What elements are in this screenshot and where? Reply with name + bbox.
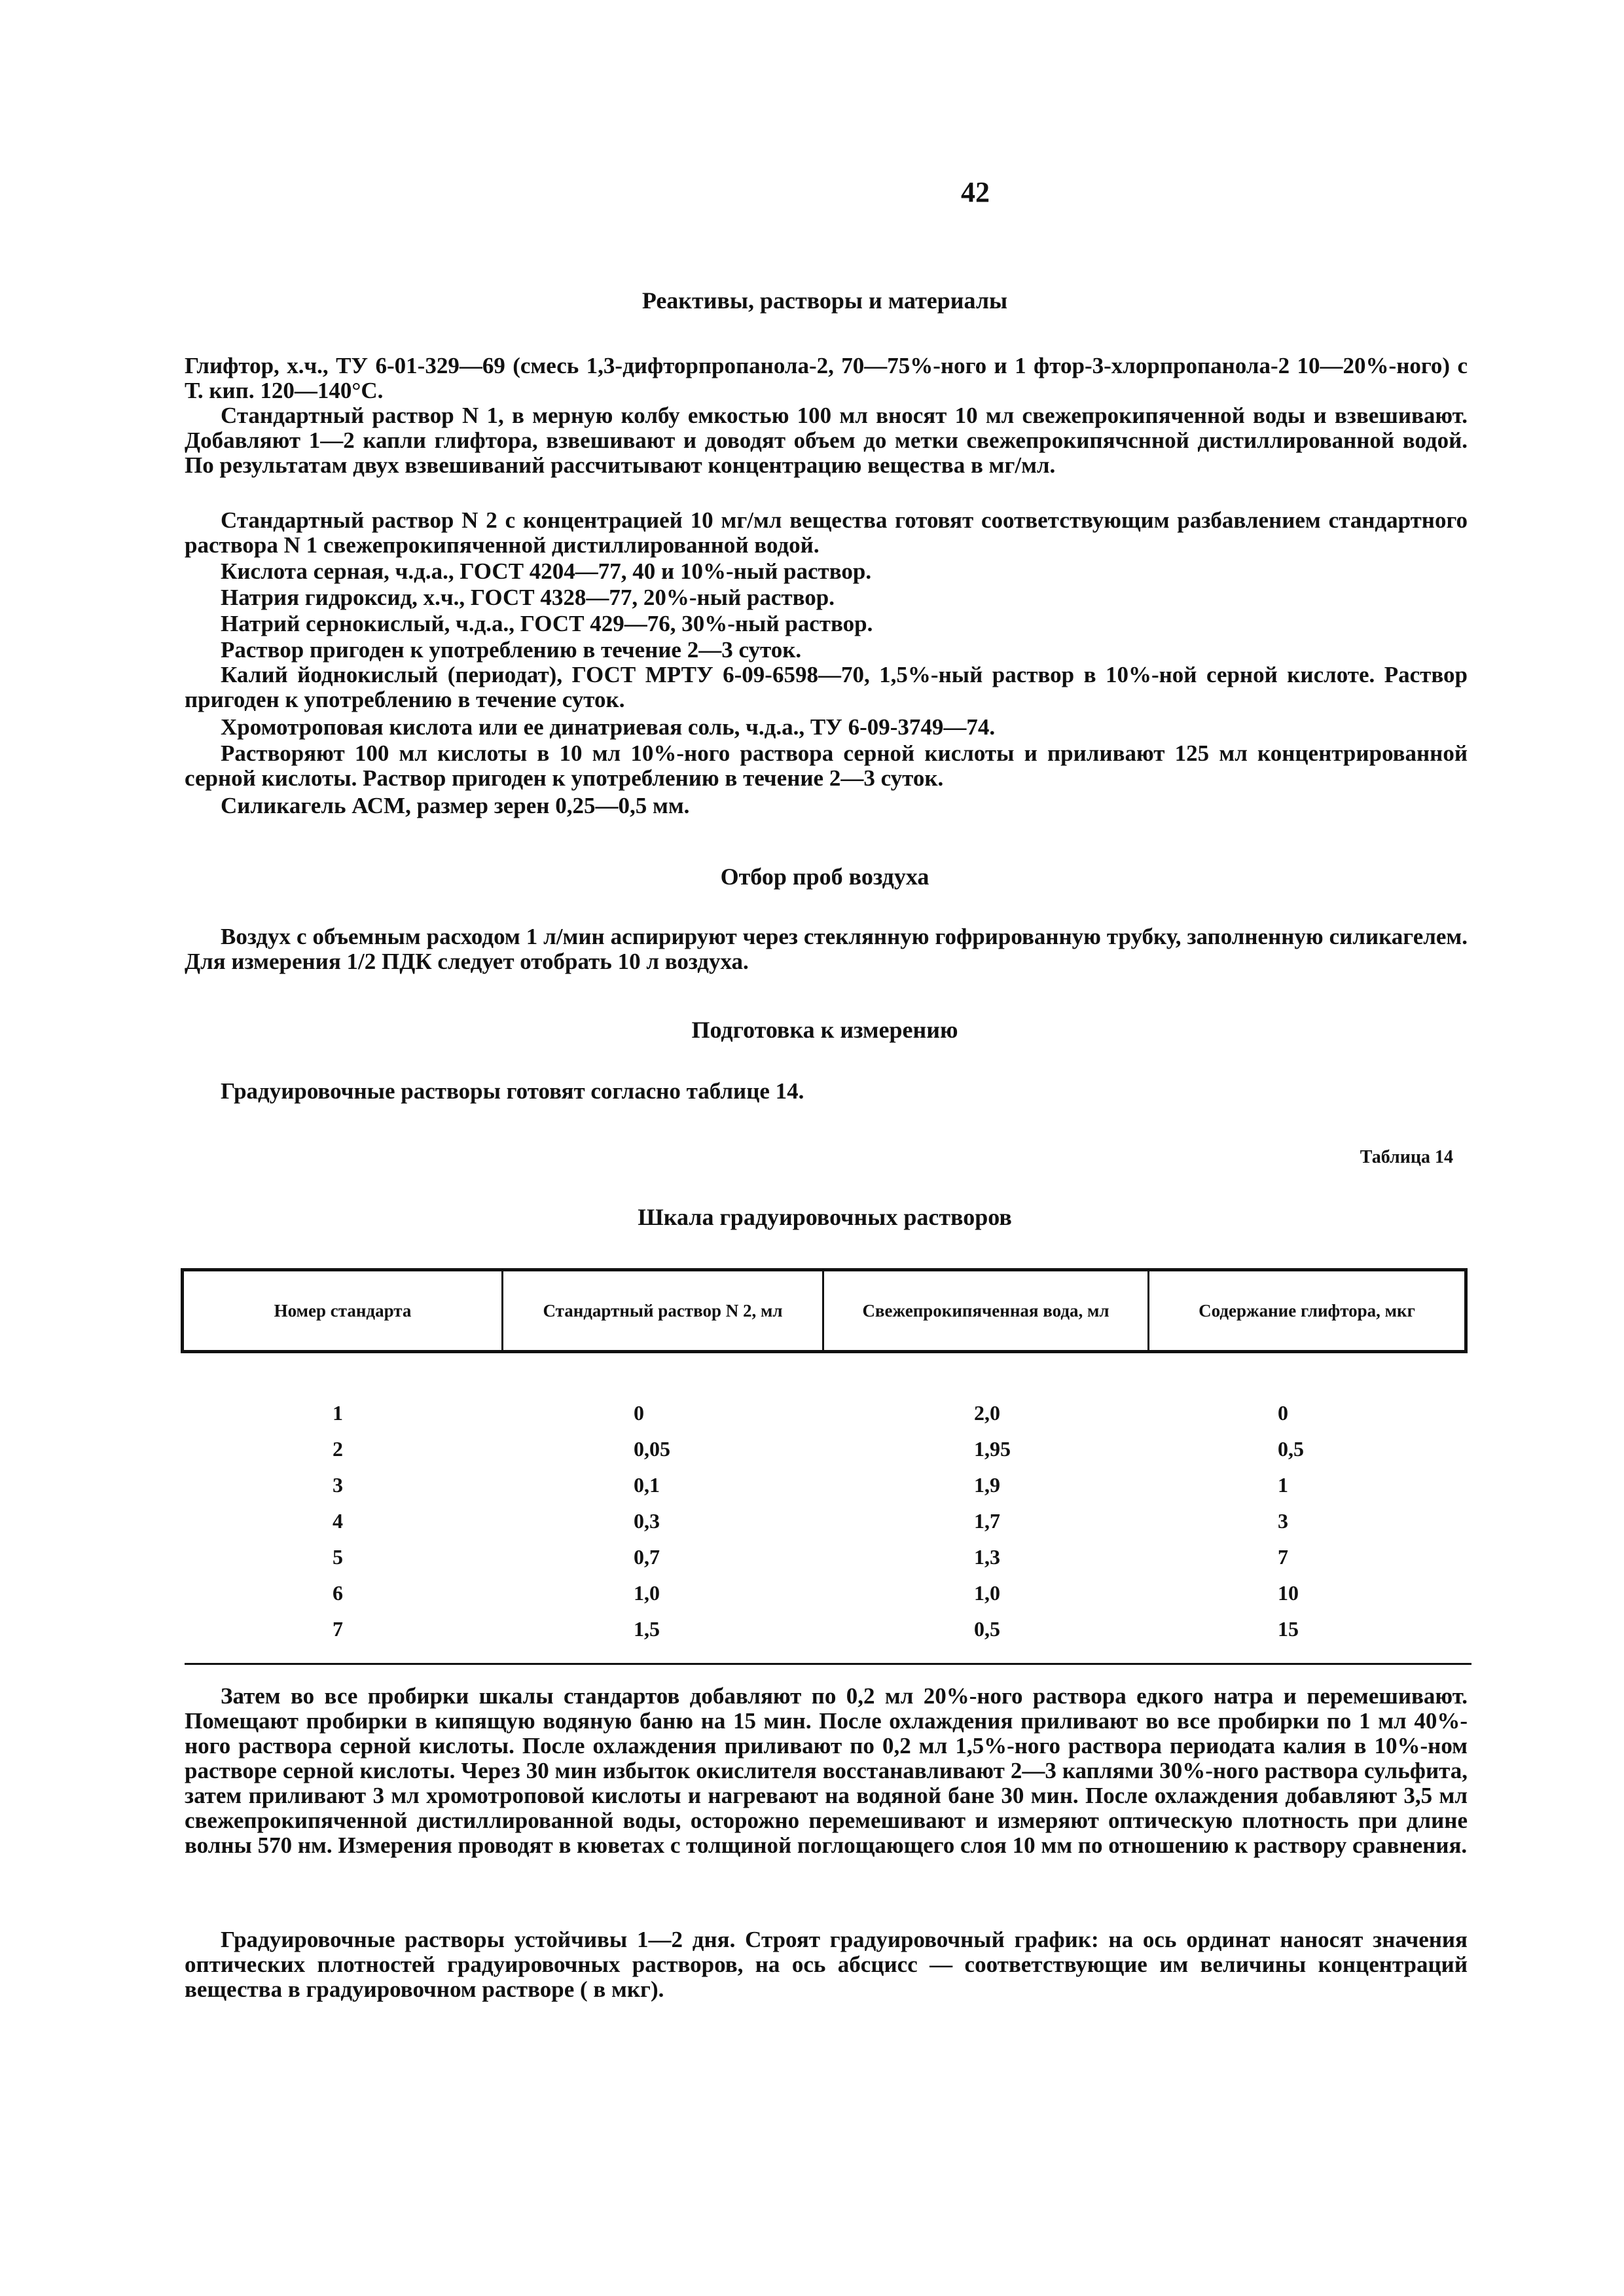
table-row [181, 1473, 1468, 1509]
paragraph-stability: Раствор пригоден к употреблению в течение 2—3 суток. [221, 637, 802, 663]
table-cell: 1 [333, 1401, 343, 1425]
table-cell: 5 [333, 1545, 343, 1569]
table-row [181, 1509, 1468, 1545]
table-row [181, 1437, 1468, 1473]
table-cell: 1,0 [634, 1581, 660, 1605]
table-body [181, 1401, 1468, 1653]
table-cell: 1,7 [974, 1509, 1000, 1533]
table-cell: 2 [333, 1437, 343, 1461]
paragraph-gliftor: Глифтор, х.ч., ТУ 6-01-329—69 (смесь 1,3-дифторпропанола-2, 70—75%-ного и 1 фтор-3-хлорпропанола-2 10—20%-ного) с Т. кип. 120—140°С. [185, 353, 1468, 403]
table-header-cell: Содержание глифтора, мкг [1199, 1300, 1415, 1321]
table-cell: 7 [1278, 1545, 1288, 1569]
paragraph-calibration: Градуировочные растворы устойчивы 1—2 дня. Строят градуировочный график: на ось ординат наносят значения оптических плотностей градуировочных растворов, на ось абсцисс — соответствующие им величины концентраций вещества в градуировочном растворе ( в мкг). [185, 1927, 1468, 2002]
page-number: 42 [961, 176, 990, 208]
table-cell: 10 [1278, 1581, 1299, 1605]
paragraph-silica-gel: Силикагель АСМ, размер зерен 0,25—0,5 мм. [221, 793, 690, 818]
table-row [181, 1581, 1468, 1617]
paragraph-chromotropic: Хромотроповая кислота или ее динатриевая соль, ч.д.а., ТУ 6-09-3749—74. [221, 714, 996, 740]
table-header-cell: Свежепрокипяченная вода, мл [824, 1271, 1149, 1350]
table-cell: 1,5 [634, 1617, 660, 1641]
table-cell: 1,0 [974, 1581, 1000, 1605]
table-cell: 1,3 [974, 1545, 1000, 1569]
table-cell: 0,1 [634, 1473, 660, 1497]
table-header-cell: Стандартный раствор N 2, мл [503, 1271, 824, 1350]
section-heading-sampling: Отбор проб воздуха [720, 864, 929, 890]
table-header [181, 1268, 1468, 1353]
paragraph-preparation: Градуировочные растворы готовят согласно таблице 14. [221, 1078, 804, 1104]
table-cell: 4 [333, 1509, 343, 1533]
paragraph-sodium-sulfate: Натрий сернокислый, ч.д.а., ГОСТ 429—76, 30%-ный раствор. [221, 611, 873, 636]
table-bottom-rule [185, 1663, 1471, 1665]
table-cell: 0,05 [634, 1437, 670, 1461]
table-cell: 0,5 [1278, 1437, 1304, 1461]
table-row [181, 1617, 1468, 1653]
paragraph-dissolve: Растворяют 100 мл кислоты в 10 мл 10%-ного раствора серной кислоты и приливают 125 мл концентрированной серной кислоты. Раствор пригоден к употреблению в течение 2—3 суток. [185, 740, 1468, 791]
table-header-cell: Номер стандарта [184, 1271, 503, 1350]
table-cell: 1 [1278, 1473, 1288, 1497]
table-cell: 0 [634, 1401, 644, 1425]
table-cell: 0,5 [974, 1617, 1000, 1641]
table-cell: 0 [1278, 1401, 1288, 1425]
table-cell: 7 [333, 1617, 343, 1641]
table-title: Шкала градуировочных растворов [638, 1204, 1012, 1230]
paragraph-periodate: Калий йоднокислый (периодат), ГОСТ МРТУ 6-09-6598—70, 1,5%-ный раствор в 10%-ной серной кислоте. Раствор пригоден к употреблению в течение суток. [185, 662, 1468, 712]
table-cell: 6 [333, 1581, 343, 1605]
paragraph-standard-1: Стандартный раствор N 1, в мерную колбу емкостью 100 мл вносят 10 мл свежепрокипяченной воды и взвешивают. Добавляют 1—2 капли глифтора, взвешивают и доводят объем до метки свежепрокипячснной дистиллированной водой. По результатам двух взвешиваний рассчитывают концентрацию вещества в мг/мл. [185, 403, 1468, 478]
paragraph-sulfuric-acid: Кислота серная, ч.д.а., ГОСТ 4204—77, 40 и 10%-ный раствор. [221, 558, 872, 584]
table-cell: 15 [1278, 1617, 1299, 1641]
paragraph-procedure: Затем во все пробирки шкалы стандартов добавляют по 0,2 мл 20%-ного раствора едкого натра и перемешивают. Помещают пробирки в кипящую водяную баню на 15 мин. После охлаждения приливают во все пробирки по 1 мл 40%-ного раствора серной кислоты. После охлаждения приливают по 0,2 мл 1,5%-ного раствора периодата калия в 10%-ном растворе серной кислоты. Через 30 мин избыток окислителя восстанавливают 2—3 каплями 30%-ного раствора сульфита, затем приливают 3 мл хромотроповой кислоты и нагревают на водяной бане 30 мин. После охлаждения добавляют 3,5 мл свежепрокипяченной дистиллированной воды, осторожно перемешивают и измеряют оптическую плотность при длине волны 570 нм. Измерения проводят в кюветах с толщиной поглощающего слоя 10 мм по отношению к раствору сравнения. [185, 1683, 1468, 1858]
table-row [181, 1545, 1468, 1581]
table-row [181, 1401, 1468, 1437]
paragraph-sampling: Воздух с объемным расходом 1 л/мин аспирируют через стеклянную гофрированную трубку, заполненную силикагелем. Для измерения 1/2 ПДК следует отобрать 10 л воздуха. [185, 924, 1468, 974]
table-cell: 2,0 [974, 1401, 1000, 1425]
section-heading-preparation: Подготовка к измерению [691, 1017, 958, 1043]
table-cell: 3 [1278, 1509, 1288, 1533]
table-cell: 0,7 [634, 1545, 660, 1569]
paragraph-sodium-hydroxide: Натрия гидроксид, х.ч., ГОСТ 4328—77, 20%-ный раствор. [221, 585, 835, 610]
table-cell: 0,3 [634, 1509, 660, 1533]
table-caption: Таблица 14 [1360, 1147, 1453, 1167]
section-heading-reagents: Реактивы, растворы и материалы [641, 287, 1008, 314]
table-cell: 1,95 [974, 1437, 1011, 1461]
table-cell: 3 [333, 1473, 343, 1497]
table-cell: 1,9 [974, 1473, 1000, 1497]
paragraph-standard-2: Стандартный раствор N 2 с концентрацией 10 мг/мл вещества готовят соответствующим разбавлением стандартного раствора N 1 свежепрокипяченной дистиллированной водой. [185, 507, 1468, 558]
